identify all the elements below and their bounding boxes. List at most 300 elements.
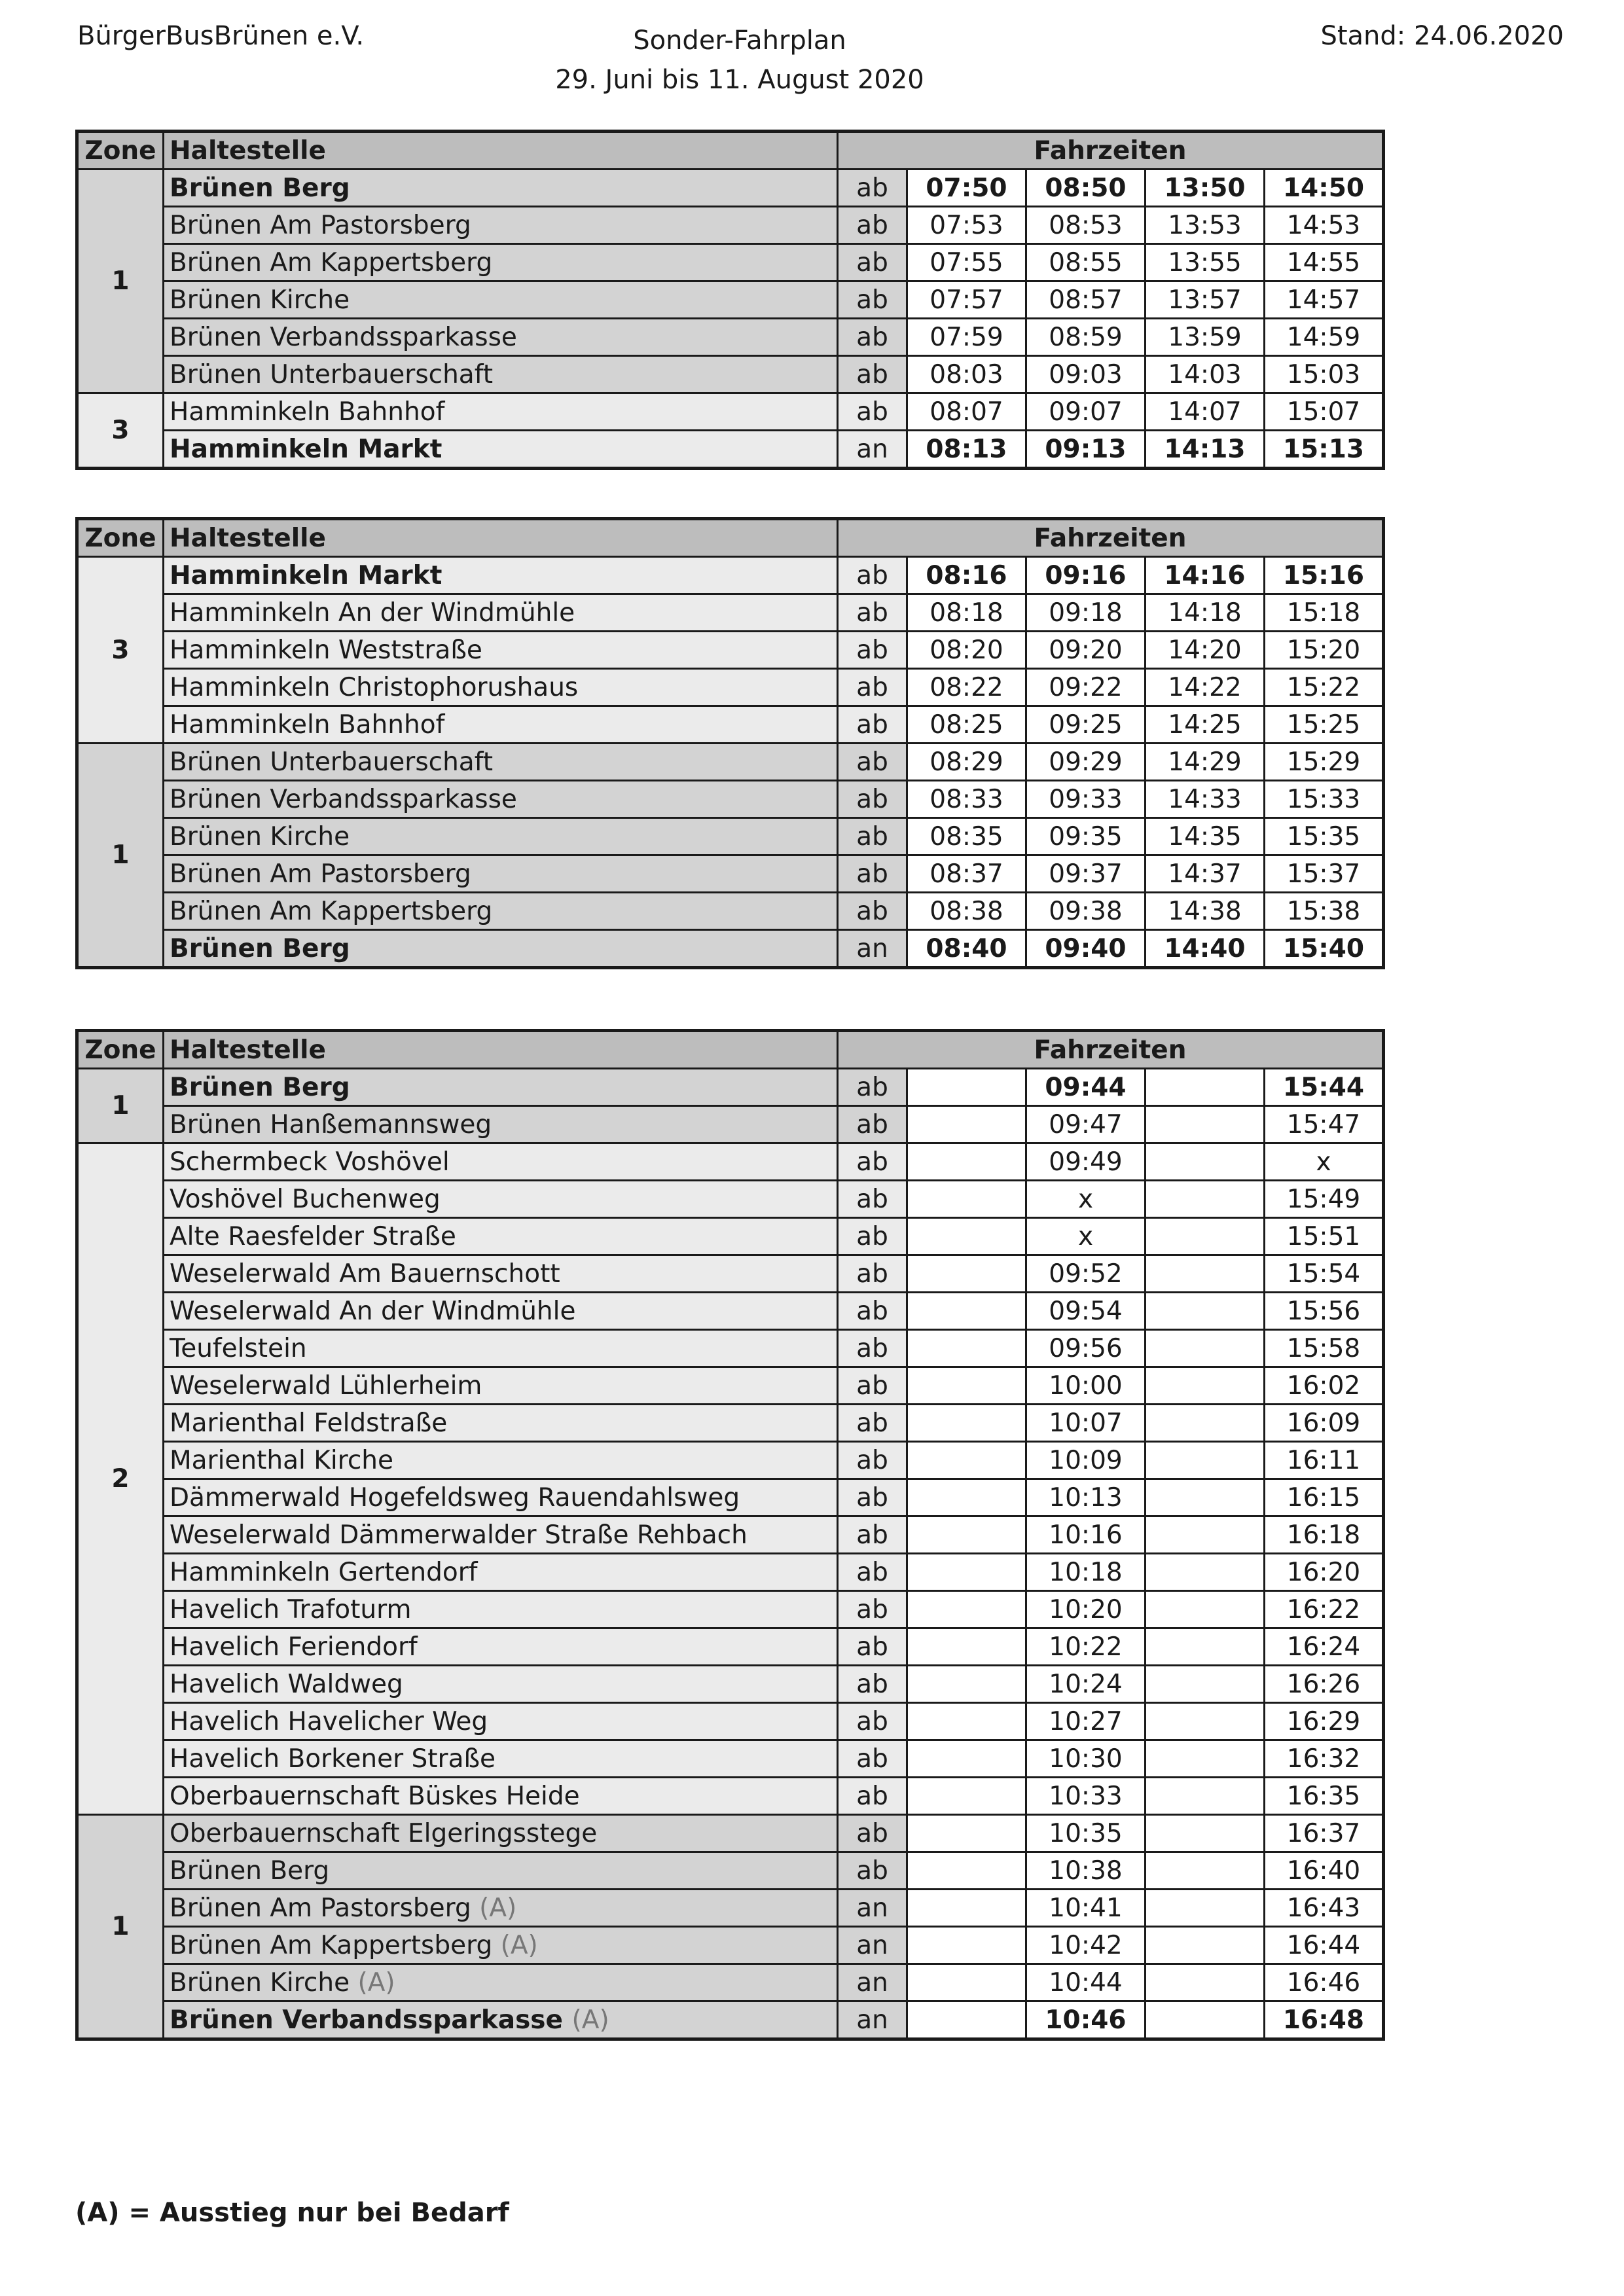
direction-cell: an — [838, 1927, 907, 1964]
time-cell — [907, 1367, 1026, 1405]
table-row — [77, 1293, 1384, 1330]
stop-name: Hamminkeln Markt — [170, 560, 442, 590]
direction-cell: ab — [838, 1666, 907, 1703]
time-cell: 15:13 — [1265, 431, 1384, 469]
table-row — [77, 170, 1384, 207]
time-cell: 16:26 — [1265, 1666, 1384, 1703]
time-cell: 10:16 — [1026, 1516, 1146, 1554]
time-cell: 15:37 — [1265, 855, 1384, 893]
direction-cell: ab — [838, 1255, 907, 1293]
stop-name: Havelich Feriendorf — [170, 1632, 418, 1662]
time-cell: 09:56 — [1026, 1330, 1146, 1367]
time-cell: 15:58 — [1265, 1330, 1384, 1367]
direction-cell: ab — [838, 1740, 907, 1778]
stop-name: Brünen Verbandssparkasse — [170, 2005, 563, 2035]
time-cell: 15:20 — [1265, 632, 1384, 669]
time-cell: 10:46 — [1026, 2001, 1146, 2039]
time-cell: 10:35 — [1026, 1815, 1146, 1852]
stop-cell — [164, 281, 838, 319]
direction-cell: ab — [838, 744, 907, 781]
time-cell — [907, 1293, 1026, 1330]
time-cell: 08:33 — [907, 781, 1026, 818]
stop-name: Havelich Waldweg — [170, 1669, 403, 1699]
time-cell: 16:24 — [1265, 1628, 1384, 1666]
direction-cell: ab — [838, 1591, 907, 1628]
time-cell: 14:37 — [1146, 855, 1265, 893]
direction-cell: ab — [838, 319, 907, 356]
time-cell: 08:03 — [907, 356, 1026, 393]
stop-name: Oberbauernschaft Büskes Heide — [170, 1781, 580, 1811]
time-cell: 09:44 — [1026, 1069, 1146, 1106]
time-cell — [1146, 1405, 1265, 1442]
stop-name: Brünen Am Kappertsberg — [170, 247, 493, 278]
time-cell: 08:20 — [907, 632, 1026, 669]
table-row — [77, 1628, 1384, 1666]
stop-cell — [164, 1143, 838, 1181]
time-cell: 16:09 — [1265, 1405, 1384, 1442]
time-cell: 15:29 — [1265, 744, 1384, 781]
time-cell: 14:57 — [1265, 281, 1384, 319]
stop-name: Brünen Kirche — [170, 821, 350, 852]
time-cell: 15:16 — [1265, 557, 1384, 594]
period-line: 29. Juni bis 11. August 2020 — [555, 65, 924, 95]
time-cell — [1146, 1143, 1265, 1181]
stop-cell — [164, 1367, 838, 1405]
stop-cell — [164, 781, 838, 818]
timetable-3 — [75, 1029, 1385, 2041]
time-cell — [1146, 1815, 1265, 1852]
time-cell: 14:40 — [1146, 930, 1265, 968]
time-cell: 08:16 — [907, 557, 1026, 594]
time-cell: 16:35 — [1265, 1778, 1384, 1815]
table-row — [77, 1330, 1384, 1367]
time-cell: 14:18 — [1146, 594, 1265, 632]
time-cell: 13:55 — [1146, 244, 1265, 281]
direction-cell: an — [838, 2001, 907, 2039]
direction-cell: ab — [838, 818, 907, 855]
time-cell: 13:57 — [1146, 281, 1265, 319]
stop-cell — [164, 1964, 838, 2001]
time-cell: 15:35 — [1265, 818, 1384, 855]
time-cell: 09:35 — [1026, 818, 1146, 855]
time-cell: 10:41 — [1026, 1890, 1146, 1927]
table-row — [77, 930, 1384, 968]
table-row — [77, 1852, 1384, 1890]
direction-cell: ab — [838, 1778, 907, 1815]
stop-name: Brünen Verbandssparkasse — [170, 784, 517, 814]
table-row — [77, 1890, 1384, 1927]
table-row — [77, 1069, 1384, 1106]
on-demand-marker: (A) — [479, 1893, 517, 1923]
time-cell: 15:44 — [1265, 1069, 1384, 1106]
stop-name: Brünen Kirche — [170, 285, 350, 315]
zone-cell: 1 — [77, 170, 164, 393]
time-cell: x — [1265, 1143, 1384, 1181]
time-cell: 10:20 — [1026, 1591, 1146, 1628]
time-cell: 10:09 — [1026, 1442, 1146, 1479]
zone-cell: 2 — [77, 1143, 164, 1815]
time-cell — [1146, 1703, 1265, 1740]
time-cell: 09:54 — [1026, 1293, 1146, 1330]
table-row — [77, 1666, 1384, 1703]
time-cell — [907, 1106, 1026, 1143]
direction-cell: ab — [838, 1069, 907, 1106]
time-cell: 16:18 — [1265, 1516, 1384, 1554]
time-cell: 09:47 — [1026, 1106, 1146, 1143]
stop-header: Haltestelle — [164, 519, 838, 557]
table-row — [77, 1516, 1384, 1554]
direction-cell: ab — [838, 1628, 907, 1666]
stop-name: Teufelstein — [170, 1333, 307, 1363]
time-cell — [1146, 1516, 1265, 1554]
stop-name: Brünen Berg — [170, 933, 350, 963]
stop-name: Alte Raesfelder Straße — [170, 1221, 456, 1251]
time-cell — [907, 1405, 1026, 1442]
title-line: Sonder-Fahrplan — [633, 26, 846, 56]
on-demand-marker: (A) — [357, 1967, 395, 1998]
direction-cell: ab — [838, 1106, 907, 1143]
time-cell: 14:35 — [1146, 818, 1265, 855]
time-cell: 14:20 — [1146, 632, 1265, 669]
time-cell: 09:38 — [1026, 893, 1146, 930]
time-cell: 16:32 — [1265, 1740, 1384, 1778]
direction-cell: ab — [838, 855, 907, 893]
direction-cell: ab — [838, 893, 907, 930]
time-cell: 14:33 — [1146, 781, 1265, 818]
direction-cell: ab — [838, 1181, 907, 1218]
time-cell — [907, 1927, 1026, 1964]
stop-name: Hamminkeln Markt — [170, 434, 442, 464]
time-cell — [907, 1330, 1026, 1367]
zone-cell: 3 — [77, 557, 164, 744]
stop-cell — [164, 632, 838, 669]
time-cell — [907, 1890, 1026, 1927]
direction-cell: ab — [838, 1852, 907, 1890]
time-cell: 14:38 — [1146, 893, 1265, 930]
time-cell: 15:03 — [1265, 356, 1384, 393]
time-cell: 09:16 — [1026, 557, 1146, 594]
time-cell — [907, 1516, 1026, 1554]
time-cell: 16:29 — [1265, 1703, 1384, 1740]
stop-cell — [164, 855, 838, 893]
times-header: Fahrzeiten — [838, 1031, 1384, 1069]
time-cell — [907, 1218, 1026, 1255]
zone-header: Zone — [77, 1031, 164, 1069]
stop-cell — [164, 431, 838, 469]
table-row — [77, 1815, 1384, 1852]
time-cell — [907, 1703, 1026, 1740]
time-cell: 08:22 — [907, 669, 1026, 706]
timetable-1 — [75, 130, 1385, 470]
stop-cell — [164, 1703, 838, 1740]
table-row — [77, 1106, 1384, 1143]
time-cell: 15:25 — [1265, 706, 1384, 744]
time-cell: 09:20 — [1026, 632, 1146, 669]
time-cell: 08:37 — [907, 855, 1026, 893]
time-cell — [907, 1628, 1026, 1666]
table-row — [77, 818, 1384, 855]
time-cell: 09:33 — [1026, 781, 1146, 818]
direction-cell: an — [838, 1890, 907, 1927]
table-row — [77, 1367, 1384, 1405]
time-cell: 09:13 — [1026, 431, 1146, 469]
time-cell: 09:07 — [1026, 393, 1146, 431]
stop-cell — [164, 594, 838, 632]
table-row — [77, 1703, 1384, 1740]
table-row — [77, 855, 1384, 893]
time-cell: 08:13 — [907, 431, 1026, 469]
stop-cell — [164, 706, 838, 744]
time-cell: 16:43 — [1265, 1890, 1384, 1927]
stop-cell — [164, 1815, 838, 1852]
time-cell — [1146, 1255, 1265, 1293]
stop-cell — [164, 356, 838, 393]
stop-name: Weselerwald An der Windmühle — [170, 1296, 576, 1326]
time-cell: 14:55 — [1265, 244, 1384, 281]
zone-cell: 3 — [77, 393, 164, 469]
time-cell — [907, 1442, 1026, 1479]
table-row — [77, 1181, 1384, 1218]
direction-cell: ab — [838, 632, 907, 669]
zone-header: Zone — [77, 519, 164, 557]
zone-cell: 1 — [77, 1069, 164, 1143]
stop-cell — [164, 1479, 838, 1516]
stop-name: Schermbeck Voshövel — [170, 1147, 450, 1177]
table-row — [77, 1554, 1384, 1591]
time-cell: 16:15 — [1265, 1479, 1384, 1516]
direction-cell: ab — [838, 170, 907, 207]
table-row — [77, 1255, 1384, 1293]
direction-cell: ab — [838, 281, 907, 319]
stop-cell — [164, 1591, 838, 1628]
time-cell — [1146, 1181, 1265, 1218]
time-cell: 10:00 — [1026, 1367, 1146, 1405]
time-cell: 14:25 — [1146, 706, 1265, 744]
stop-name: Dämmerwald Hogefeldsweg Rauendahlsweg — [170, 1482, 740, 1513]
stop-name: Brünen Unterbauerschaft — [170, 359, 494, 389]
stop-cell — [164, 2001, 838, 2039]
table-row — [77, 706, 1384, 744]
time-cell: 13:50 — [1146, 170, 1265, 207]
time-cell: 07:55 — [907, 244, 1026, 281]
stop-cell — [164, 319, 838, 356]
stop-cell — [164, 207, 838, 244]
direction-cell: ab — [838, 1703, 907, 1740]
table-row — [77, 744, 1384, 781]
time-cell: 07:53 — [907, 207, 1026, 244]
time-cell: 15:22 — [1265, 669, 1384, 706]
footnote: (A) = Ausstieg nur bei Bedarf — [75, 2198, 509, 2228]
on-demand-marker: (A) — [500, 1930, 538, 1960]
time-cell — [1146, 1106, 1265, 1143]
time-cell: 09:49 — [1026, 1143, 1146, 1181]
direction-cell: ab — [838, 1330, 907, 1367]
times-header: Fahrzeiten — [838, 132, 1384, 170]
time-cell: 14:03 — [1146, 356, 1265, 393]
time-cell: 10:38 — [1026, 1852, 1146, 1890]
direction-cell: ab — [838, 706, 907, 744]
table-row — [77, 431, 1384, 469]
stop-name: Brünen Berg — [170, 1072, 350, 1102]
time-cell — [1146, 1293, 1265, 1330]
direction-cell: ab — [838, 1516, 907, 1554]
table-row — [77, 1218, 1384, 1255]
direction-cell: ab — [838, 1367, 907, 1405]
time-cell: 09:37 — [1026, 855, 1146, 893]
stop-name: Brünen Am Pastorsberg — [170, 859, 471, 889]
time-cell: 10:42 — [1026, 1927, 1146, 1964]
direction-cell: ab — [838, 1815, 907, 1852]
table-row — [77, 1778, 1384, 1815]
stop-name: Brünen Am Kappertsberg — [170, 1930, 493, 1960]
time-cell: 15:47 — [1265, 1106, 1384, 1143]
document-title — [0, 21, 1479, 99]
stop-name: Brünen Berg — [170, 1856, 330, 1886]
time-cell: x — [1026, 1218, 1146, 1255]
table-row — [77, 1740, 1384, 1778]
time-cell: 08:38 — [907, 893, 1026, 930]
stop-name: Weselerwald Dämmerwalder Straße Rehbach — [170, 1520, 748, 1550]
table-row — [77, 207, 1384, 244]
time-cell: 15:49 — [1265, 1181, 1384, 1218]
organization-name: BürgerBusBrünen e.V. — [77, 21, 365, 51]
table-row — [77, 1964, 1384, 2001]
time-cell: 16:11 — [1265, 1442, 1384, 1479]
table-row — [77, 2001, 1384, 2039]
time-cell — [1146, 1442, 1265, 1479]
stop-name: Brünen Berg — [170, 173, 350, 203]
time-cell: 09:40 — [1026, 930, 1146, 968]
time-cell — [1146, 2001, 1265, 2039]
time-cell — [907, 1778, 1026, 1815]
stop-cell — [164, 1330, 838, 1367]
time-cell: 08:57 — [1026, 281, 1146, 319]
time-cell: 15:51 — [1265, 1218, 1384, 1255]
time-cell: 08:07 — [907, 393, 1026, 431]
table-row — [77, 669, 1384, 706]
time-cell: 08:59 — [1026, 319, 1146, 356]
time-cell — [1146, 1778, 1265, 1815]
stop-name: Hamminkeln Gertendorf — [170, 1557, 478, 1587]
stop-cell — [164, 170, 838, 207]
table-header-row — [77, 132, 1384, 170]
table-row — [77, 1405, 1384, 1442]
time-cell: 16:40 — [1265, 1852, 1384, 1890]
time-cell: x — [1026, 1181, 1146, 1218]
time-cell — [907, 1591, 1026, 1628]
time-cell — [907, 1143, 1026, 1181]
time-cell: 07:57 — [907, 281, 1026, 319]
time-cell: 15:33 — [1265, 781, 1384, 818]
time-cell — [1146, 1740, 1265, 1778]
stop-cell — [164, 1516, 838, 1554]
time-cell: 14:16 — [1146, 557, 1265, 594]
stop-name: Brünen Am Pastorsberg — [170, 210, 471, 240]
time-cell: 14:50 — [1265, 170, 1384, 207]
stop-cell — [164, 893, 838, 930]
direction-cell: ab — [838, 1554, 907, 1591]
time-cell — [907, 1069, 1026, 1106]
direction-cell: an — [838, 930, 907, 968]
table-row — [77, 319, 1384, 356]
table-row — [77, 1479, 1384, 1516]
time-cell — [1146, 1927, 1265, 1964]
time-cell: 08:29 — [907, 744, 1026, 781]
stop-name: Brünen Am Kappertsberg — [170, 896, 493, 926]
table-header-row — [77, 1031, 1384, 1069]
time-cell — [1146, 1591, 1265, 1628]
stop-name: Hamminkeln Bahnhof — [170, 709, 445, 740]
direction-cell: ab — [838, 356, 907, 393]
stop-cell — [164, 1106, 838, 1143]
table-row — [77, 781, 1384, 818]
time-cell — [907, 1554, 1026, 1591]
time-cell: 10:22 — [1026, 1628, 1146, 1666]
table-row — [77, 356, 1384, 393]
stop-header: Haltestelle — [164, 132, 838, 170]
stop-name: Havelich Havelicher Weg — [170, 1706, 488, 1736]
time-cell: 08:35 — [907, 818, 1026, 855]
time-cell: 16:46 — [1265, 1964, 1384, 2001]
table-row — [77, 1591, 1384, 1628]
time-cell: 15:56 — [1265, 1293, 1384, 1330]
table-header-row — [77, 519, 1384, 557]
stop-name: Marienthal Kirche — [170, 1445, 394, 1475]
time-cell — [1146, 1218, 1265, 1255]
direction-cell: ab — [838, 669, 907, 706]
time-cell: 08:18 — [907, 594, 1026, 632]
time-cell — [1146, 1666, 1265, 1703]
table-row — [77, 393, 1384, 431]
time-cell: 08:55 — [1026, 244, 1146, 281]
time-cell: 15:38 — [1265, 893, 1384, 930]
direction-cell: ab — [838, 244, 907, 281]
stop-cell — [164, 557, 838, 594]
stop-name: Brünen Am Pastorsberg — [170, 1893, 471, 1923]
time-cell: 08:53 — [1026, 207, 1146, 244]
times-header: Fahrzeiten — [838, 519, 1384, 557]
stop-cell — [164, 1069, 838, 1106]
stop-cell — [164, 1740, 838, 1778]
time-cell: 07:59 — [907, 319, 1026, 356]
time-cell: 10:30 — [1026, 1740, 1146, 1778]
zone-cell: 1 — [77, 744, 164, 968]
stop-name: Havelich Borkener Straße — [170, 1744, 496, 1774]
table-row — [77, 1143, 1384, 1181]
time-cell: 10:24 — [1026, 1666, 1146, 1703]
time-cell: 10:13 — [1026, 1479, 1146, 1516]
time-cell — [907, 1181, 1026, 1218]
stop-name: Voshövel Buchenweg — [170, 1184, 441, 1214]
time-cell: 16:48 — [1265, 2001, 1384, 2039]
table-row — [77, 1442, 1384, 1479]
stop-name: Havelich Trafoturm — [170, 1594, 412, 1624]
direction-cell: ab — [838, 207, 907, 244]
stop-cell — [164, 1628, 838, 1666]
direction-cell: ab — [838, 1405, 907, 1442]
time-cell: 14:13 — [1146, 431, 1265, 469]
time-cell — [1146, 1554, 1265, 1591]
table-row — [77, 594, 1384, 632]
stop-cell — [164, 1666, 838, 1703]
direction-cell: an — [838, 1964, 907, 2001]
on-demand-marker: (A) — [571, 2005, 609, 2035]
time-cell: 15:07 — [1265, 393, 1384, 431]
direction-cell: ab — [838, 1143, 907, 1181]
time-cell: 10:07 — [1026, 1405, 1146, 1442]
time-cell: 10:33 — [1026, 1778, 1146, 1815]
time-cell — [907, 1964, 1026, 2001]
